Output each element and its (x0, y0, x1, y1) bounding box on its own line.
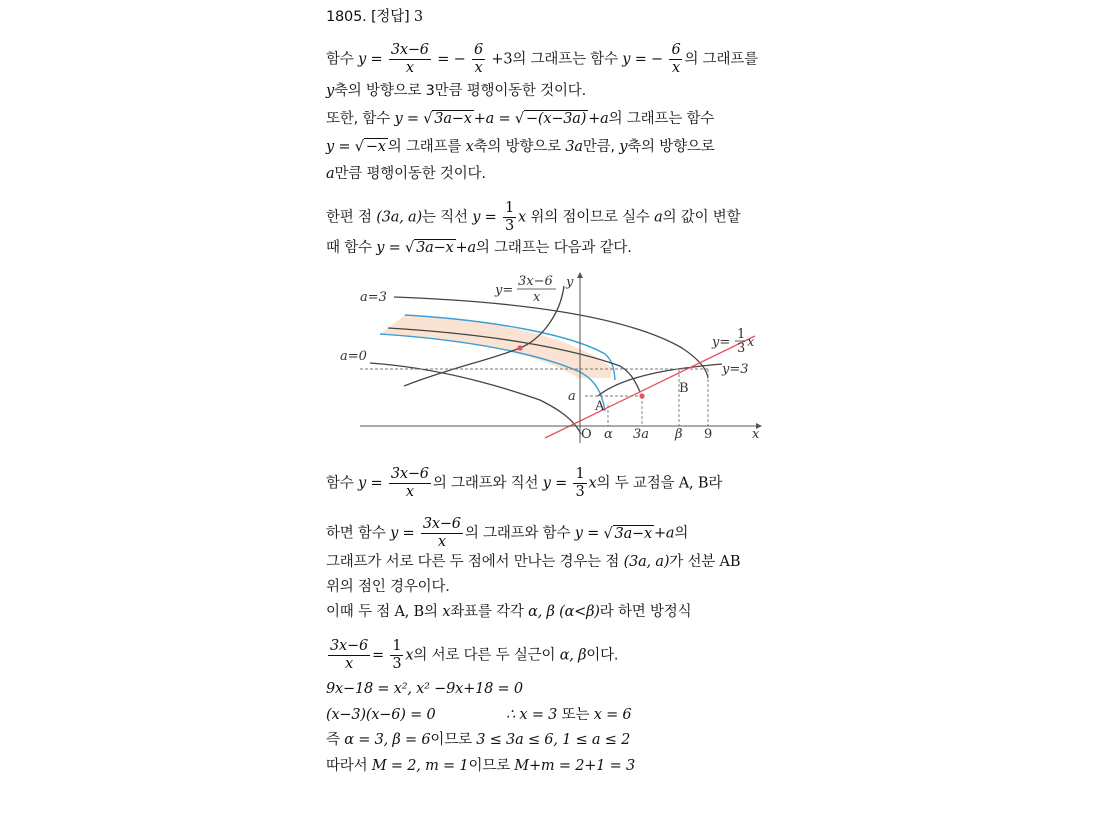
math-segment: +a (473, 111, 495, 127)
denominator: x (474, 60, 483, 76)
math-segment: (3a, a) (376, 209, 422, 226)
radicand: −(x−3a) (525, 111, 587, 127)
radicand: 3a−x (434, 111, 472, 127)
math-segment: y (619, 139, 628, 155)
text-segment: 하면 함수 (326, 525, 386, 542)
math-segment: a (326, 166, 335, 182)
numerator: 1 (392, 638, 402, 654)
math-segment: a (654, 209, 663, 226)
math-segment: α = 3, β = 6 (344, 732, 431, 748)
math-segment: = (371, 647, 384, 664)
fraction (573, 466, 586, 501)
text-line-6 (326, 165, 486, 183)
fraction (421, 516, 463, 551)
math-segment: x (442, 604, 451, 620)
label-beta: β (675, 427, 683, 442)
text-segment: 즉 (326, 732, 340, 748)
text-line-16 (326, 706, 632, 724)
text-segment: 의 값이 변할 (662, 209, 741, 226)
curve-a0 (370, 363, 581, 434)
square-root: √ 3a−x (405, 240, 454, 256)
math-segment: x = 6 (593, 707, 632, 723)
math-segment: +a (588, 111, 609, 127)
text-line-2 (326, 42, 758, 77)
label-a: a (568, 389, 576, 404)
math-segment: y = (376, 240, 401, 256)
text-segment: 또는 (561, 707, 590, 723)
label-line-num: 1 (737, 327, 746, 342)
text-line-15 (326, 680, 523, 698)
text-segment: 위의 점인 경우이다. (326, 579, 450, 595)
answer-header (326, 8, 423, 26)
math-segment: y = (542, 475, 568, 492)
fraction (669, 42, 682, 77)
label-line-y: y= (712, 335, 731, 350)
label-line-den: 3 (737, 341, 746, 356)
square-root: √ 3a−x (423, 111, 472, 127)
text-line-4 (326, 110, 714, 128)
text-segment: 의 그래프와 함수 (464, 525, 571, 542)
text-line-3 (326, 82, 586, 100)
label-hyperbola-num: 3x−6 (518, 274, 553, 289)
text-segment: 의 그래프를 (387, 139, 462, 155)
label-origin: O (581, 427, 592, 442)
math-segment: +a (455, 240, 476, 256)
fraction (389, 42, 431, 77)
answer-value: 3 (413, 9, 423, 25)
numerator: 6 (473, 42, 483, 58)
numerator: 3x−6 (422, 516, 461, 532)
function-graph-figure (330, 268, 770, 448)
text-segment: 의 (424, 604, 438, 620)
denominator: 3 (575, 484, 585, 500)
math-segment: y = (358, 51, 383, 68)
text-line-13 (326, 603, 691, 621)
text-segment: 때 함수 (326, 240, 372, 256)
text-segment: 이므로 (468, 758, 510, 774)
text-segment: 좌표를 각각 (450, 604, 524, 620)
radicand: −x (365, 139, 386, 155)
fraction (472, 42, 485, 77)
math-segment: y = (394, 111, 419, 127)
fraction (390, 638, 403, 673)
text-segment: 따라서 (326, 758, 368, 774)
text-segment: 이때 두 점 (326, 604, 391, 620)
text-segment: 의 그래프는 함수 (608, 111, 715, 127)
y-axis-arrow (577, 272, 583, 278)
numerator: 1 (575, 466, 585, 482)
text-segment: 함수 (326, 51, 354, 68)
label-B: B (679, 381, 689, 396)
text-segment: 만큼 평행이동한 것이다. (334, 166, 486, 182)
label-hyperbola-den: x (533, 290, 541, 305)
label-a3: a=3 (360, 290, 387, 305)
math-segment: M = 2, m = 1 (371, 758, 469, 774)
text-segment: 의 두 교점을 (596, 475, 675, 492)
text-segment: 의 그래프는 함수 (512, 51, 618, 68)
text-segment: 의 그래프와 직선 (432, 475, 539, 492)
radicand: 3a−x (614, 525, 652, 542)
text-line-9 (326, 466, 722, 501)
text-segment: 만큼, (582, 139, 615, 155)
radicand: 3a−x (416, 240, 454, 256)
math-segment: α, β (α<β) (528, 604, 600, 620)
math-segment: y (326, 83, 334, 99)
denominator: x (437, 534, 446, 550)
math-segment: α, β (559, 647, 587, 664)
fraction (503, 200, 516, 235)
text-line-12 (326, 578, 450, 596)
math-segment: A, B (678, 475, 709, 492)
text-segment: 의 그래프는 다음과 같다. (475, 240, 632, 256)
math-segment: A, B (394, 604, 425, 620)
text-line-10 (326, 516, 688, 551)
label-alpha: α (604, 427, 613, 442)
denominator: x (405, 484, 414, 500)
point-3a-a-upper (517, 345, 522, 350)
math-segment: x (588, 475, 597, 492)
denominator: 3 (504, 218, 514, 234)
numerator: 1 (504, 200, 514, 216)
text-line-8 (326, 239, 632, 257)
text-segment: 위의 점이므로 실수 (530, 209, 650, 226)
math-segment: y = (574, 525, 600, 542)
text-line-5 (326, 138, 715, 156)
text-line-11 (326, 553, 740, 571)
label-line-x: x (747, 335, 755, 350)
text-segment: 이므로 (430, 732, 472, 748)
math-segment: M+m = 2+1 = 3 (514, 758, 636, 774)
text-segment: 축의 방향으로 3만큼 평행이동한 것이다. (334, 83, 586, 99)
text-segment: 의 그래프를 (684, 51, 758, 68)
text-segment: 라 (708, 475, 723, 492)
text-segment: 함수 (326, 475, 354, 492)
math-segment: = − (437, 51, 466, 68)
denominator: x (345, 656, 353, 672)
text-segment: 라 하면 방정식 (599, 604, 692, 620)
numerator: 3x−6 (330, 638, 368, 654)
label-hyperbola-y: y= (495, 283, 514, 298)
text-line-7 (326, 200, 740, 235)
fraction (328, 638, 370, 673)
math-segment: y = (472, 209, 497, 226)
math-segment: x (465, 139, 474, 155)
text-segment: 이다. (586, 647, 619, 664)
text-segment: 축의 방향으로 (473, 139, 561, 155)
math-conclusion (506, 706, 631, 724)
math-segment: (3a, a) (623, 554, 670, 570)
text-segment: 가 선분 (669, 554, 716, 570)
fraction (389, 466, 431, 501)
label-A: A (595, 399, 605, 414)
label-y-axis: y (566, 275, 574, 290)
text-line-18 (326, 757, 635, 775)
text-segment: 또한, 함수 (326, 111, 391, 127)
label-a0: a=0 (340, 349, 367, 364)
text-segment: 는 직선 (421, 209, 468, 226)
numerator: 3x−6 (390, 42, 429, 58)
label-y3: y=3 (722, 362, 749, 377)
text-line-14 (326, 638, 618, 673)
text-segment: 의 서로 다른 두 실근이 (413, 647, 556, 664)
math-segment: +a (653, 525, 675, 542)
math-segment: ∴ x = 3 (506, 707, 558, 723)
denominator: x (671, 60, 680, 76)
square-root: √ −x (354, 139, 386, 155)
label-3a: 3a (633, 427, 650, 442)
math-segment: 3 ≤ 3a ≤ 6, 1 ≤ a ≤ 2 (476, 732, 631, 748)
math-segment: x (405, 647, 414, 664)
numerator: 3x−6 (390, 466, 429, 482)
square-root: √ 3a−x (603, 525, 652, 542)
text-segment: 의 (674, 525, 689, 542)
answer-label: [정답] (370, 9, 410, 25)
label-x-axis: x (752, 427, 760, 442)
denominator: x (405, 60, 414, 76)
math-segment: y = (390, 525, 415, 542)
math-segment: 3a (565, 139, 583, 155)
denominator: 3 (392, 656, 402, 672)
math-segment: AB (719, 554, 741, 570)
point-3a-a-lower (639, 393, 644, 398)
math-segment: 9x−18 = x², x² −9x+18 = 0 (326, 681, 523, 697)
math-segment: x (518, 209, 526, 226)
math-segment: y = − (622, 51, 664, 68)
text-line-17 (326, 731, 630, 749)
text-segment: 그래프가 서로 다른 두 점에서 만나는 경우는 점 (326, 554, 620, 570)
math-segment: +3 (491, 51, 513, 68)
square-root: √ −(x−3a) (514, 111, 587, 127)
label-nine: 9 (704, 427, 713, 442)
numerator: 6 (671, 42, 681, 58)
math-segment: y = (358, 475, 383, 492)
text-segment: 한편 점 (326, 209, 372, 226)
problem-number: 1805. (326, 9, 367, 25)
text-segment: 축의 방향으로 (627, 139, 715, 155)
math-segment: y = (326, 139, 351, 155)
math-segment: = (498, 111, 511, 127)
math-segment: (x−3)(x−6) = 0 (326, 707, 436, 723)
